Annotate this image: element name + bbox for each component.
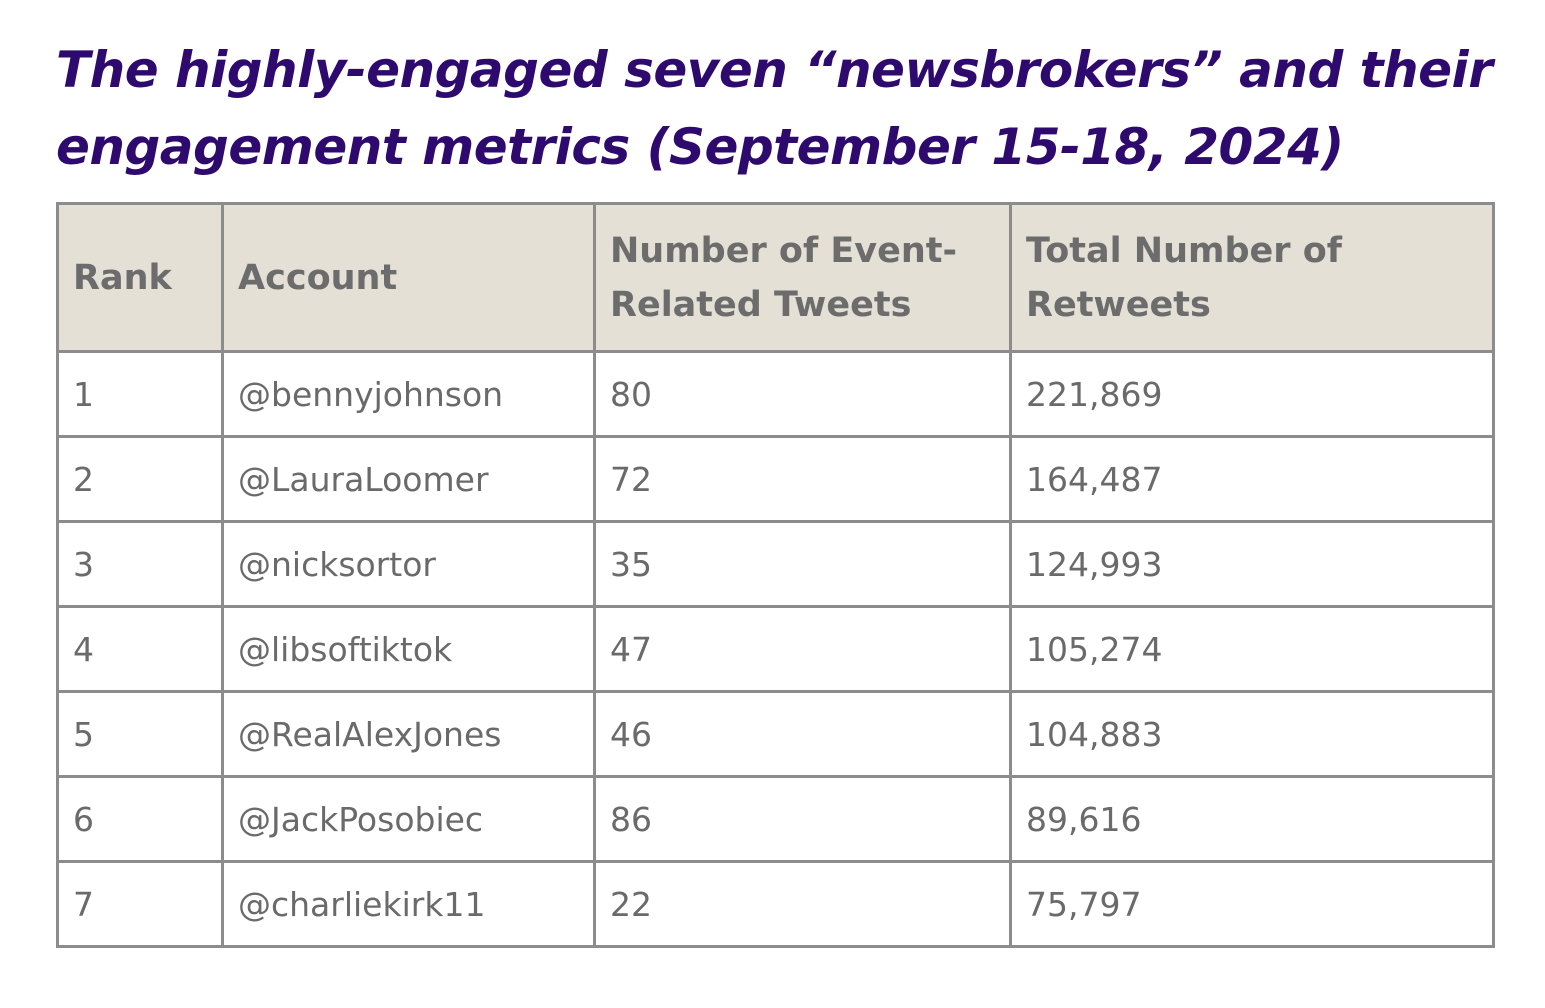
cell-total-retweets: 124,993 xyxy=(1011,522,1494,607)
cell-rank: 6 xyxy=(58,777,223,862)
cell-event-tweets: 35 xyxy=(595,522,1011,607)
table-row xyxy=(58,862,1494,947)
cell-account: @JackPosobiec xyxy=(223,777,595,862)
cell-account: @bennyjohnson xyxy=(223,352,595,437)
page-title: The highly-engaged seven “newsbrokers” and their engagement metrics (September 15-18, 2024) xyxy=(56,41,1493,176)
header-account: Account xyxy=(223,204,595,352)
cell-event-tweets: 22 xyxy=(595,862,1011,947)
cell-total-retweets: 104,883 xyxy=(1011,692,1494,777)
table-header xyxy=(58,204,1494,352)
cell-account: @libsoftiktok xyxy=(223,607,595,692)
table-row xyxy=(58,607,1494,692)
header-row xyxy=(58,204,1494,352)
cell-account: @RealAlexJones xyxy=(223,692,595,777)
cell-total-retweets: 105,274 xyxy=(1011,607,1494,692)
cell-total-retweets: 221,869 xyxy=(1011,352,1494,437)
header-event-tweets: Number of Event-Related Tweets xyxy=(595,204,1011,352)
engagement-table xyxy=(56,202,1495,948)
cell-event-tweets: 80 xyxy=(595,352,1011,437)
table-row xyxy=(58,692,1494,777)
cell-rank: 7 xyxy=(58,862,223,947)
cell-event-tweets: 72 xyxy=(595,437,1011,522)
cell-rank: 2 xyxy=(58,437,223,522)
table-row xyxy=(58,522,1494,607)
cell-event-tweets: 46 xyxy=(595,692,1011,777)
cell-event-tweets: 47 xyxy=(595,607,1011,692)
cell-account: @charliekirk11 xyxy=(223,862,595,947)
cell-total-retweets: 89,616 xyxy=(1011,777,1494,862)
cell-rank: 3 xyxy=(58,522,223,607)
cell-rank: 5 xyxy=(58,692,223,777)
header-rank: Rank xyxy=(58,204,223,352)
cell-account: @LauraLoomer xyxy=(223,437,595,522)
cell-rank: 4 xyxy=(58,607,223,692)
cell-total-retweets: 164,487 xyxy=(1011,437,1494,522)
table-row xyxy=(58,437,1494,522)
table-body xyxy=(58,352,1494,947)
cell-rank: 1 xyxy=(58,352,223,437)
table-row xyxy=(58,777,1494,862)
table-row xyxy=(58,352,1494,437)
cell-total-retweets: 75,797 xyxy=(1011,862,1494,947)
cell-event-tweets: 86 xyxy=(595,777,1011,862)
cell-account: @nicksortor xyxy=(223,522,595,607)
header-total-retweets: Total Number of Retweets xyxy=(1011,204,1494,352)
